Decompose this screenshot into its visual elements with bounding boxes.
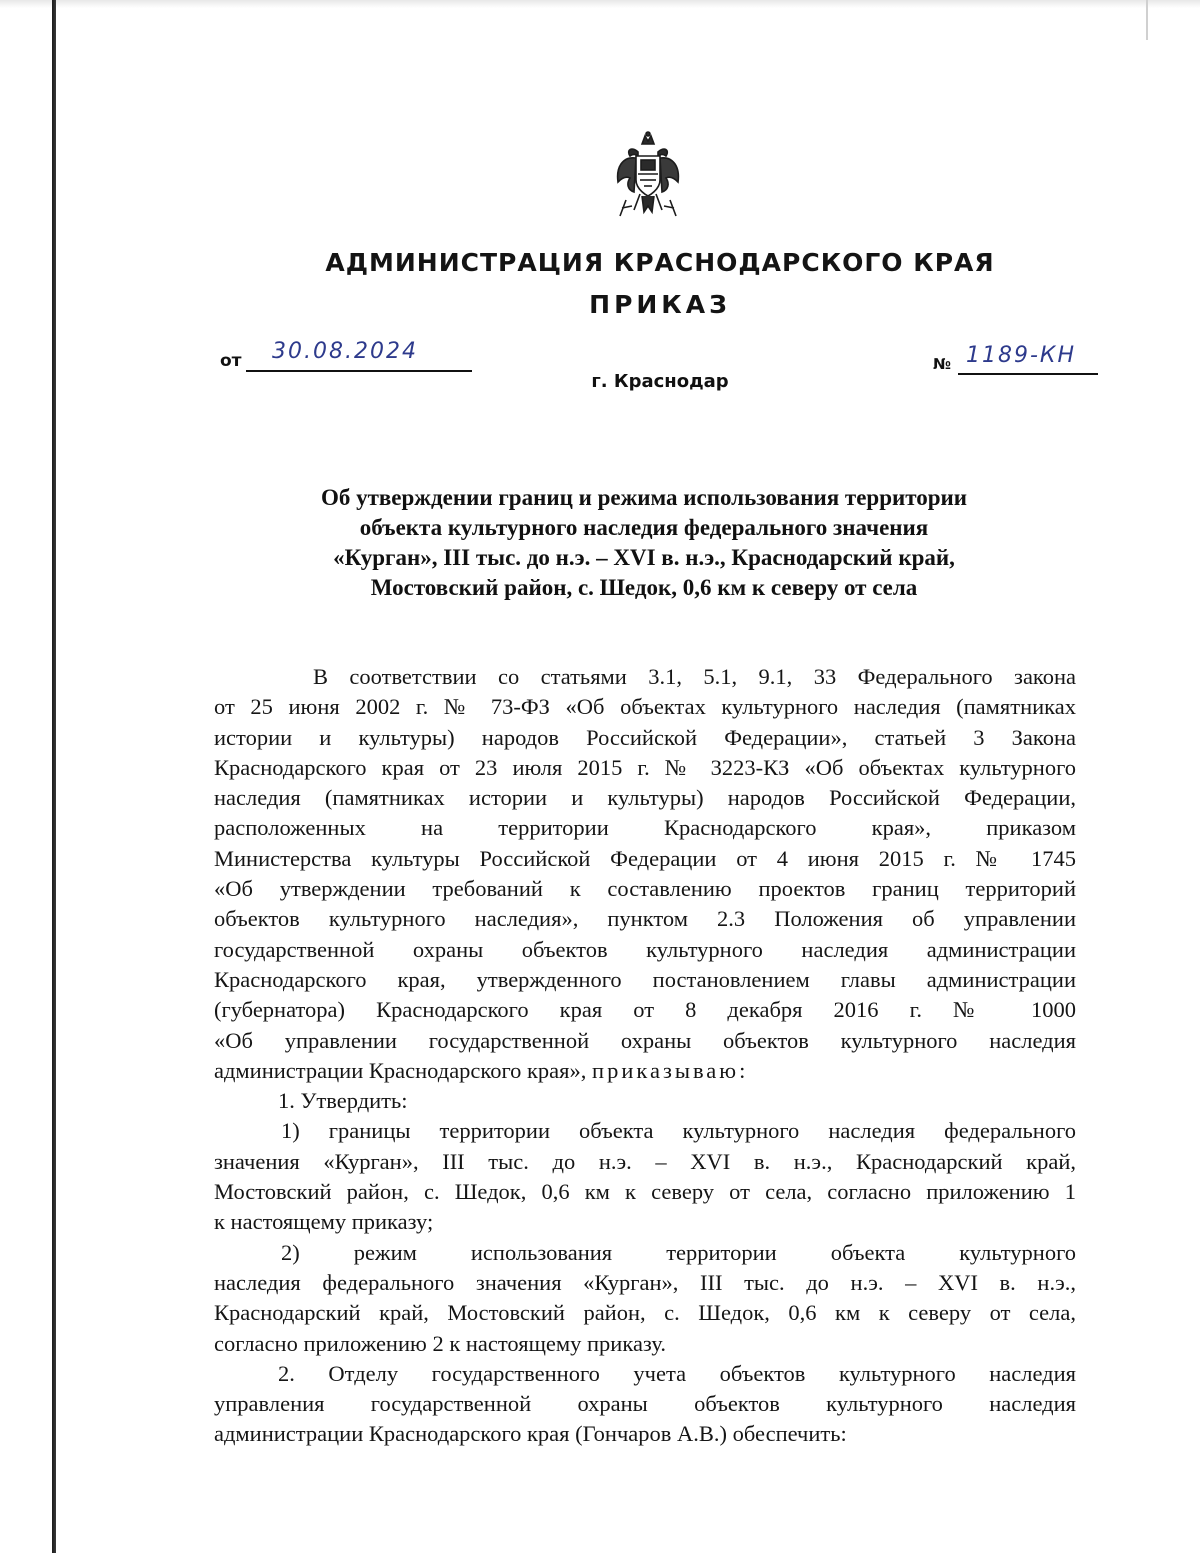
body-line: (губернатора) Краснодарского края от 8 декабря 2016 г. № 1000 xyxy=(214,997,1076,1023)
body-line: Краснодарского края от 23 июля 2015 г. № 3223-КЗ «Об объектах культурного xyxy=(214,754,1076,780)
body-line xyxy=(214,1056,1076,1086)
body-line: объектов культурного наследия», пунктом 2.3 Положения об управлении xyxy=(214,906,1076,932)
body-line: Мостовский район, с. Шедок, 0,6 км к северу от села, согласно приложению 1 xyxy=(214,1179,1076,1205)
number-handwritten: 1189-КН xyxy=(966,343,1077,368)
body-line: управления государственной охраны объектов культурного наследия xyxy=(214,1391,1076,1417)
document-title xyxy=(214,483,1074,603)
body-line: администрации Краснодарского края (Гончаров А.В.) обеспечить: xyxy=(214,1421,847,1447)
body-line: 1) границы территории объекта культурного наследия федерального xyxy=(281,1118,1076,1144)
body-line: наследия федерального значения «Курган», III тыс. до н.э. – XVI в. н.э., xyxy=(214,1269,1076,1295)
body-line: «Об управлении государственной охраны объектов культурного наследия xyxy=(214,1027,1076,1053)
document-type: ПРИКАЗ xyxy=(589,290,731,319)
order-word: приказываю: xyxy=(592,1057,749,1083)
scan-edge-left xyxy=(52,0,56,1553)
body-line: к настоящему приказу; xyxy=(214,1209,434,1235)
item-heading: 1. Утвердить: xyxy=(278,1088,408,1114)
body-line: истории и культуры) народов Российской Федерации», статьей 3 Закона xyxy=(214,724,1076,750)
body-line: Краснодарский край, Мостовский район, с. Шедок, 0,6 км к северу от села, xyxy=(214,1300,1076,1326)
body-line: государственной охраны объектов культурного наследия администрации xyxy=(214,936,1076,962)
date-handwritten: 30.08.2024 xyxy=(272,339,418,364)
scan-edge-right xyxy=(1146,0,1148,40)
body-line: Министерства культуры Российской Федерации от 4 июня 2015 г. № 1745 xyxy=(214,845,1076,871)
city-name: г. Краснодар xyxy=(591,371,729,392)
body-line: расположенных на территории Краснодарского края», приказом xyxy=(214,815,1076,841)
body-line: «Об утверждении требований к составлению проектов границ территорий xyxy=(214,876,1076,902)
title-line: Мостовский район, с. Шедок, 0,6 км к северу от села xyxy=(370,575,918,600)
body-line: наследия (памятниках истории и культуры) народов Российской Федерации, xyxy=(214,785,1076,811)
date-label: от xyxy=(220,351,242,371)
title-line: объекта культурного наследия федерального значения xyxy=(359,515,929,540)
body-line: значения «Курган», III тыс. до н.э. – XVI в. н.э., Краснодарский край, xyxy=(214,1148,1076,1174)
body-line: В соответствии со статьями 3.1, 5.1, 9.1, 33 Федерального закона xyxy=(313,664,1076,689)
body-line: от 25 июня 2002 г. № 73-ФЗ «Об объектах культурного наследия (памятниках xyxy=(214,694,1076,720)
number-label: № xyxy=(933,355,952,373)
body-line: согласно приложению 2 к настоящему приказу. xyxy=(214,1330,666,1356)
title-line: «Курган», III тыс. до н.э. – XVI в. н.э., Краснодарский край, xyxy=(333,545,955,570)
scan-edge-top xyxy=(0,0,1200,8)
coat-of-arms-icon xyxy=(612,130,684,220)
organization-name: АДМИНИСТРАЦИЯ КРАСНОДАРСКОГО КРАЯ xyxy=(325,248,995,277)
title-line: Об утверждении границ и режима использования территории xyxy=(320,485,968,510)
number-underline xyxy=(958,373,1098,375)
preamble-final: администрации Краснодарского края», xyxy=(214,1057,587,1083)
body-line: 2) режим использования территории объекта культурного xyxy=(281,1239,1076,1265)
body-line: Краснодарского края, утвержденного постановлением главы администрации xyxy=(214,966,1076,992)
document-body xyxy=(214,662,1076,1450)
body-line: 2. Отделу государственного учета объектов культурного наследия xyxy=(278,1360,1076,1386)
